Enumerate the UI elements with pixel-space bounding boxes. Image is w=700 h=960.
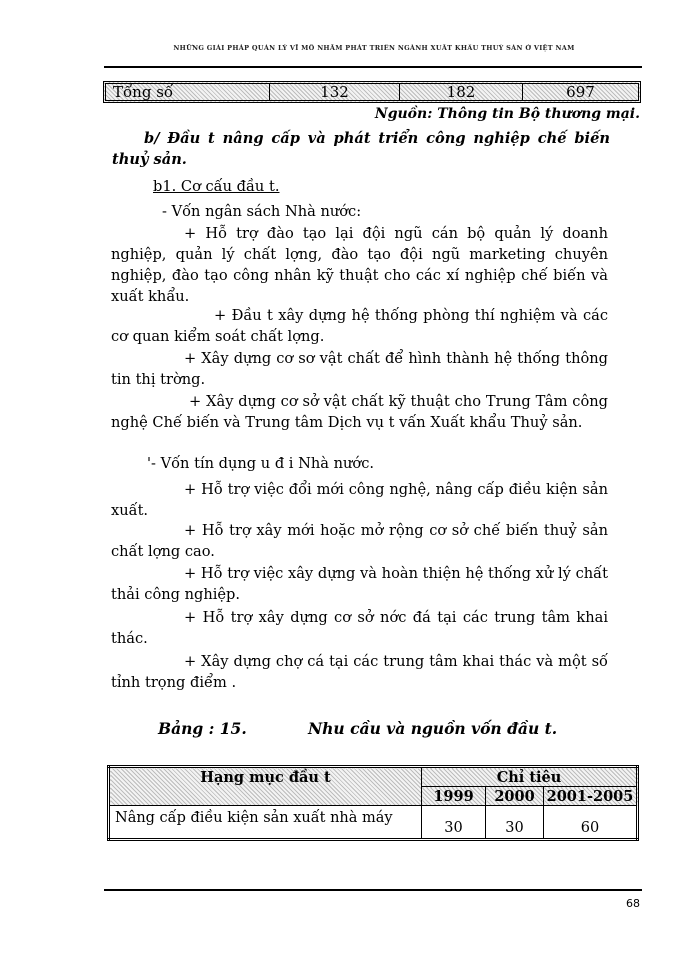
footer-rule [104, 889, 642, 891]
budget-item-1: + Hỗ trợ đào tạo lại đội ngũ cán bộ quản lý doanh nghiệp, quản lý chất lợng, đào tạo đội ngũ marketing chuyên nghiệp, đào tạo công nhân kỹ thuật cho các xí nghiệp chế biến và xuất khẩu. [111, 225, 608, 305]
source-note: Nguồn: Thông tin Bộ thương mại. [374, 106, 640, 122]
section-b1-title: b1. Cơ cấu đầu t. [153, 178, 280, 195]
credit-item-5: + Xây dựng chợ cá tại các trung tâm khai thác và một số tỉnh trọng điểm . [111, 653, 608, 691]
budget-item-2: + Đầu t xây dựng hệ thống phòng thí nghiệm và các cơ quan kiểm soát chất lợng. [111, 307, 608, 345]
total-row-value-1: 132 [269, 84, 399, 100]
credit-item-4: + Hỗ trợ xây dựng cơ sở nớc đá tại các trung tâm khai thác. [111, 609, 608, 647]
header-investment-item: Hạng mục đầu t [109, 767, 422, 806]
header-year-2000: 2000 [486, 787, 544, 806]
header-year-1999: 1999 [422, 787, 486, 806]
credit-item-3: + Hỗ trợ việc xây dựng và hoàn thiện hệ thống xử lý chất thải công nghiệp. [111, 565, 608, 603]
investment-table [107, 765, 639, 841]
budget-heading: - Vốn ngân sách Nhà nước: [162, 203, 362, 220]
table-caption-title: Nhu cầu và nguồn vốn đầu t. [308, 719, 558, 738]
total-row-value-2: 182 [399, 84, 522, 100]
credit-item-2: + Hỗ trợ xây mới hoặc mở rộng cơ sở chế biến thuỷ sản chất lợng cao. [111, 522, 608, 560]
row-value-2000: 30 [486, 806, 544, 840]
total-row [103, 81, 641, 103]
section-b-title: b/ Đầu t nâng cấp và phát triển công nghiệp chế biến thuỷ sản. [112, 130, 610, 168]
header-rule [104, 66, 642, 68]
row-label: Nâng cấp điều kiện sản xuất nhà máy [109, 806, 422, 840]
table-caption-number: Bảng : 15. [158, 719, 247, 738]
budget-item-4: + Xây dựng cơ sở vật chất kỹ thuật cho Trung Tâm công nghệ Chế biến và Trung tâm Dịch vụ t vấn Xuất khẩu Thuỷ sản. [111, 393, 608, 431]
page-number: 68 [626, 897, 640, 910]
table-row [109, 806, 638, 840]
running-header: NHỮNG GIẢI PHÁP QUẢN LÝ VĨ MÔ NHẰM PHÁT TRIỂN NGÀNH XUẤT KHẨU THUỶ SẢN Ở VIỆT NAM [173, 44, 575, 52]
row-value-1999: 30 [422, 806, 486, 840]
credit-item-1: + Hỗ trợ việc đổi mới công nghệ, nâng cấp điều kiện sản xuất. [111, 481, 608, 519]
header-year-2001-2005: 2001-2005 [544, 787, 638, 806]
total-row-value-3: 697 [522, 84, 638, 100]
header-indicator-group: Chỉ tiêu [422, 767, 638, 787]
row-value-2001-2005: 60 [544, 806, 638, 840]
credit-heading: '- Vốn tín dụng u đ i Nhà nước. [147, 455, 375, 472]
total-row-label: Tổng số [113, 83, 174, 101]
budget-item-3: + Xây dựng cơ sơ vật chất để hình thành hệ thống thông tin thị trờng. [111, 350, 608, 388]
